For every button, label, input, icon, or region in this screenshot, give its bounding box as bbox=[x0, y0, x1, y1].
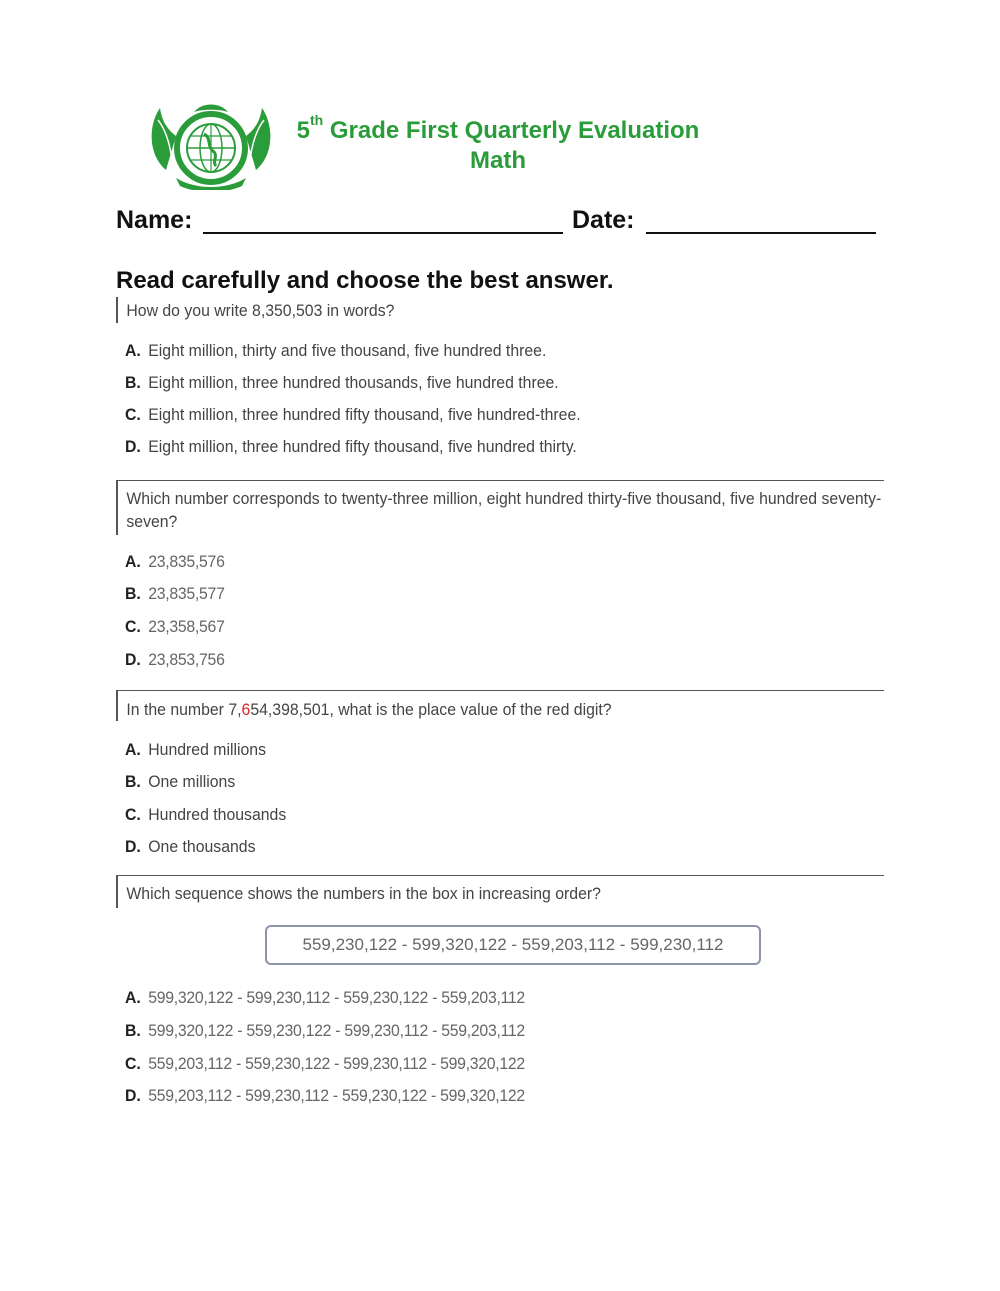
school-logo bbox=[146, 100, 276, 190]
option-1a[interactable]: A. Eight million, thirty and five thousand, five hundred three. bbox=[125, 341, 547, 360]
date-label: Date: bbox=[572, 206, 635, 234]
option-3c[interactable]: C. Hundred thousands bbox=[125, 805, 287, 824]
option-1c[interactable]: C. Eight million, three hundred fifty thousand, five hundred-three. bbox=[125, 405, 581, 424]
red-digit: 6 bbox=[241, 700, 251, 719]
number-box: 559,230,122 - 599,320,122 - 559,203,112 - 599,230,112 bbox=[265, 925, 761, 965]
question-1 bbox=[116, 297, 947, 323]
option-2a[interactable]: A. 23,835,576 bbox=[125, 552, 225, 571]
option-3d[interactable]: D. One thousands bbox=[125, 837, 256, 856]
question-prompt: How do you write 8,350,503 in words? bbox=[126, 301, 395, 320]
option-4d[interactable]: D. 559,203,112 - 599,230,112 - 559,230,122 - 599,320,122 bbox=[125, 1086, 525, 1105]
option-2b[interactable]: B. 23,835,577 bbox=[125, 584, 225, 603]
option-4a[interactable]: A. 599,320,122 - 599,230,112 - 559,230,122 - 559,203,112 bbox=[125, 988, 525, 1007]
option-2d[interactable]: D. 23,853,756 bbox=[125, 650, 225, 669]
name-label: Name: bbox=[116, 206, 193, 234]
option-1d[interactable]: D. Eight million, three hundred fifty thousand, five hundred thirty. bbox=[125, 437, 577, 456]
page-title: 5th Grade First Quarterly Evaluation bbox=[296, 112, 700, 144]
question-prompt: Which sequence shows the numbers in the box in increasing order? bbox=[126, 884, 601, 903]
question-2 bbox=[116, 480, 884, 535]
option-2c[interactable]: C. 23,358,567 bbox=[125, 617, 225, 636]
page-subtitle: Math bbox=[470, 147, 526, 174]
question-prompt: In the number 7,654,398,501, what is the place value of the red digit? bbox=[126, 700, 612, 719]
option-3a[interactable]: A. Hundred millions bbox=[125, 740, 267, 759]
date-field[interactable] bbox=[646, 232, 876, 234]
instructions: Read carefully and choose the best answer. bbox=[116, 267, 614, 294]
option-3b[interactable]: B. One millions bbox=[125, 772, 236, 791]
option-1b[interactable]: B. Eight million, three hundred thousands, five hundred three. bbox=[125, 373, 559, 392]
question-3 bbox=[116, 690, 884, 721]
question-4 bbox=[116, 875, 884, 908]
option-4b[interactable]: B. 599,320,122 - 559,230,122 - 599,230,112 - 559,203,112 bbox=[125, 1021, 525, 1040]
question-prompt: Which number corresponds to twenty-three million, eight hundred thirty-five thousand, five hundred seventy-seven? bbox=[126, 489, 882, 531]
option-4c[interactable]: C. 559,203,112 - 559,230,122 - 599,230,112 - 599,320,122 bbox=[125, 1054, 525, 1073]
name-field[interactable] bbox=[203, 232, 563, 234]
